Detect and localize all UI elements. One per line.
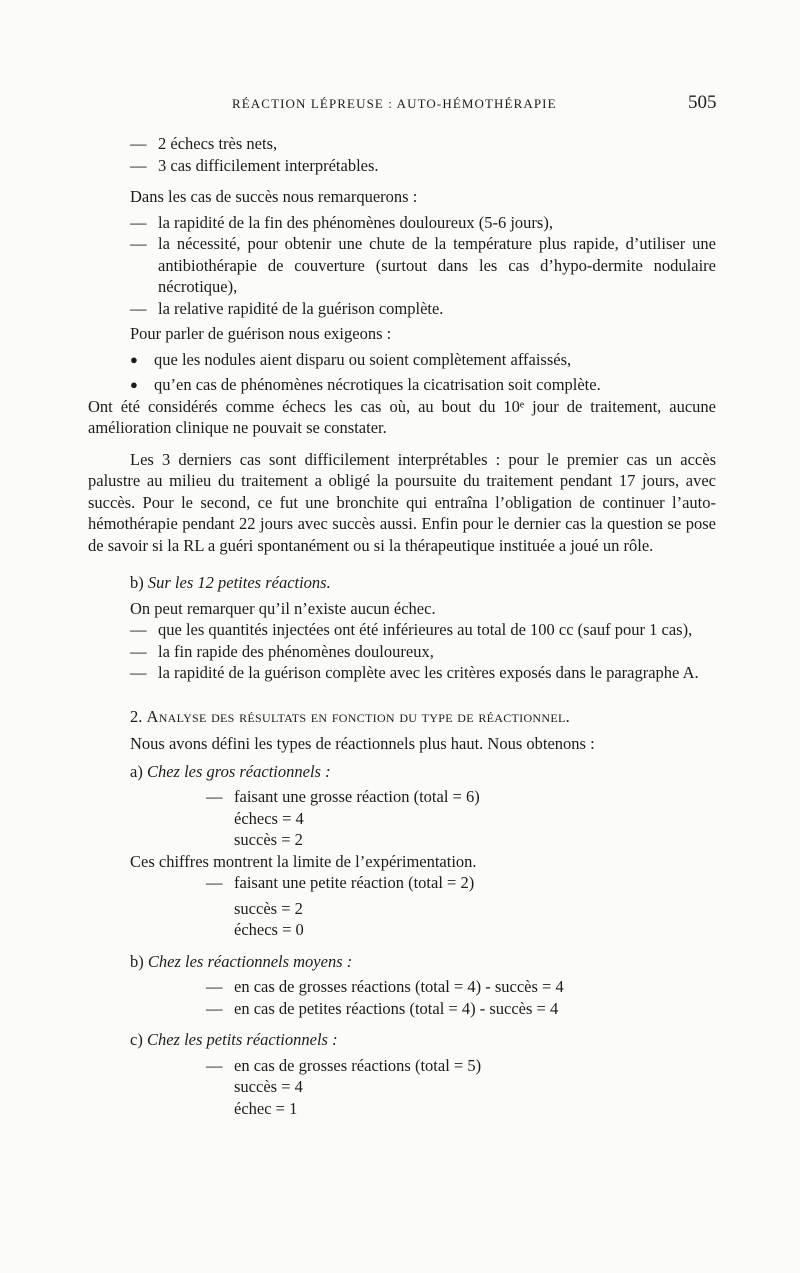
running-header: RÉACTION LÉPREUSE : AUTO-HÉMOTHÉRAPIE (232, 96, 557, 111)
dash-mark: — (130, 155, 147, 175)
list-item: — la rapidité de la fin des phénomènes douloureux (5-6 jours), (130, 212, 553, 232)
page-body (88, 133, 716, 1119)
paragraph: Nous avons défini les types de réactionnels plus haut. Nous obtenons : (130, 734, 595, 753)
result-line: succès = 2 (234, 898, 303, 918)
list-item: — la relative rapidité de la guérison complète. (130, 298, 444, 318)
paragraph: Pour parler de guérison nous exigeons : (130, 324, 392, 343)
dash-mark: — (130, 298, 147, 318)
subsection-heading: c) Chez les petits réactionnels : (130, 1030, 338, 1049)
dash-mark: — (206, 873, 223, 892)
paragraph: On peut remarquer qu’il n’existe aucun échec. (130, 598, 436, 618)
list-item: — en cas de grosses réactions (total = 5) (206, 1055, 482, 1075)
list-item: — 3 cas difficilement interprétables. (130, 155, 379, 175)
bullet-mark: ● (130, 351, 138, 367)
list-item: — que les quantités injectées ont été inférieures au total de 100 cc (sauf pour 1 cas), (130, 620, 693, 639)
list-item: — faisant une grosse réaction (total = 6) (206, 787, 480, 806)
list-item: — faisant une petite réaction (total = 2) (206, 873, 475, 892)
page-number: 505 (688, 92, 717, 113)
list-item: — 2 échecs très nets, (130, 134, 278, 153)
dash-mark: — (130, 212, 147, 232)
dash-mark: — (130, 620, 147, 639)
paragraph: Ces chiffres montrent la limite de l’expérimentation. (130, 851, 477, 871)
dash-mark: — (206, 787, 223, 806)
result-line: échec = 1 (234, 1098, 298, 1118)
dash-mark: — (130, 641, 147, 661)
list-item: — la rapidité de la guérison complète avec les critères exposés dans le paragraphe A. (130, 663, 699, 682)
subsection-heading: b) Chez les réactionnels moyens : (130, 951, 353, 971)
dash-mark: — (130, 234, 147, 253)
bullet-item: ● qu’en cas de phénomènes nécrotiques la cicatrisation soit complète. (130, 375, 601, 394)
bullet-item: ● que les nodules aient disparu ou soient complètement affaissés, (130, 349, 572, 369)
dash-mark: — (130, 663, 147, 682)
list-item: — en cas de grosses réactions (total = 4) - succès = 4 (206, 977, 564, 996)
result-line: succès = 4 (234, 1077, 303, 1096)
paragraph: Les 3 derniers cas sont difficilement interprétables : pour le premier cas un accès palustre au milieu du traitement a obligé la poursuite du traitement pendant 17 jours, avec succès. Pour le second, ce fut une bronchite qui entraîna l’obligation de continuer l’auto-hémothérapie pendant 22 jours avec succès aussi. Enfin pour le dernier cas la question se pose de savoir si la RL a guéri spontanément ou si la thérapeutique instituée a joué un rôle. (88, 449, 716, 555)
paragraph: Ont été considérés comme échecs les cas où, au bout du 10ᵉ jour de traitement, aucune amélioration clinique ne pouvait se constater. (88, 396, 716, 437)
list-item: — la fin rapide des phénomènes douloureux, (130, 641, 434, 661)
list-item: — la nécessité, pour obtenir une chute de la température plus rapide, d’utiliser une antibiothérapie de couverture (surtout dans les cas d’hypo-dermite nodulaire nécrotique), (130, 234, 716, 296)
list-item: — en cas de petites réactions (total = 4) - succès = 4 (206, 998, 559, 1018)
dash-mark: — (206, 998, 223, 1018)
result-line: échecs = 0 (234, 920, 304, 939)
bullet-mark: ● (130, 377, 138, 392)
result-line: échecs = 4 (234, 808, 304, 828)
paragraph: Dans les cas de succès nous remarquerons : (130, 187, 418, 206)
dash-mark: — (206, 1055, 223, 1075)
dash-mark: — (130, 134, 147, 153)
section-heading: 2. Analyse des résultats en fonction du type de réactionnel. (130, 706, 571, 726)
subsection-heading: b) Sur les 12 petites réactions. (130, 573, 331, 592)
subsection-heading: a) Chez les gros réactionnels : (130, 761, 331, 781)
dash-mark: — (206, 977, 223, 996)
result-line: succès = 2 (234, 830, 303, 849)
